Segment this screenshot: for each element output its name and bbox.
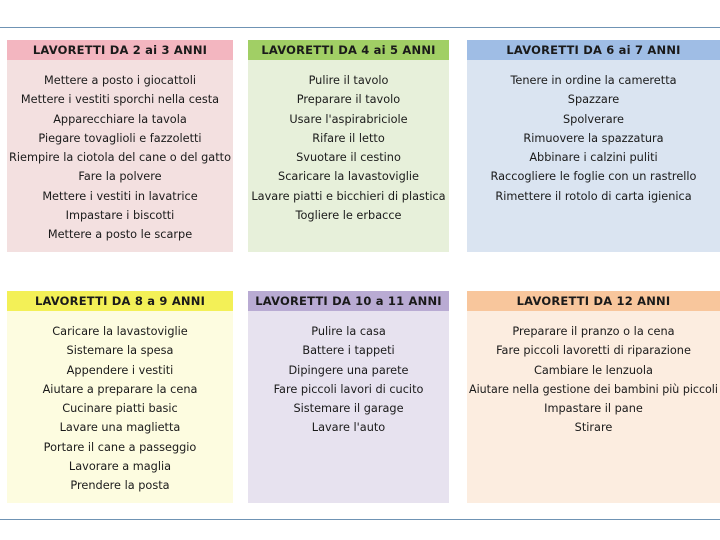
task-list [467, 311, 720, 438]
task-item: Impastare il pane [544, 402, 643, 416]
task-item: Spazzare [567, 93, 620, 107]
task-item: Lavare piatti e bicchieri di plastica [251, 189, 446, 203]
panel-age-6-7 [467, 40, 720, 252]
task-item: Rimuovere la spazzatura [523, 131, 664, 145]
task-item: Cambiare le lenzuola [534, 363, 653, 377]
panel-title: LAVORETTI DA 2 ai 3 ANNI [7, 40, 233, 60]
task-item: Spolverare [563, 112, 624, 126]
panel-title: LAVORETTI DA 10 a 11 ANNI [248, 291, 449, 311]
task-item: Battere i tappeti [302, 344, 395, 358]
task-item: Sistemare la spesa [66, 344, 174, 358]
panel-age-10-11 [248, 291, 449, 503]
panel-age-2-3 [7, 40, 233, 252]
task-item: Tenere in ordine la cameretta [510, 74, 677, 87]
task-item: Lavare l'auto [311, 421, 386, 435]
task-item: Preparare il pranzo o la cena [512, 325, 675, 338]
task-item: Scaricare la lavastoviglie [278, 170, 419, 184]
panel-age-8-9 [7, 291, 233, 503]
task-item: Mettere i vestiti sporchi nella cesta [20, 93, 220, 107]
task-item: Appendere i vestiti [66, 363, 174, 377]
task-item: Apparecchiare la tavola [53, 112, 187, 126]
task-item: Fare piccoli lavori di cucito [273, 382, 424, 396]
task-item: Impastare i biscotti [65, 209, 175, 223]
task-item: Lavare una maglietta [59, 421, 181, 435]
panel-age-12 [467, 291, 720, 503]
panel-title: LAVORETTI DA 8 a 9 ANNI [7, 291, 233, 311]
task-item: Fare piccoli lavoretti di riparazione [496, 344, 691, 358]
task-item: Dipingere una parete [288, 363, 409, 377]
task-item: Piegare tovaglioli e fazzoletti [38, 131, 202, 145]
task-item: Portare il cane a passeggio [43, 440, 197, 454]
task-item: Fare la polvere [78, 170, 162, 184]
task-item: Pulire la casa [311, 325, 386, 338]
panel-title: LAVORETTI DA 4 ai 5 ANNI [248, 40, 449, 60]
task-item: Togliere le erbacce [295, 209, 402, 223]
task-item: Lavorare a maglia [68, 460, 172, 474]
panel-title: LAVORETTI DA 12 ANNI [467, 291, 720, 311]
task-item: Sistemare il garage [293, 402, 404, 416]
task-item: Riempire la ciotola del cane o del gatto [9, 151, 231, 165]
task-item: Preparare il tavolo [296, 93, 401, 107]
task-item: Abbinare i calzini puliti [529, 151, 658, 165]
task-item: Caricare la lavastoviglie [52, 325, 188, 338]
top-divider [0, 27, 720, 28]
task-item: Prendere la posta [70, 479, 170, 493]
task-item: Aiutare nella gestione dei bambini più piccoli [469, 382, 718, 396]
task-list [7, 60, 233, 245]
task-item: Stirare [574, 421, 613, 435]
panel-title: LAVORETTI DA 6 ai 7 ANNI [467, 40, 720, 60]
task-item: Svuotare il cestino [296, 151, 401, 165]
task-list [248, 60, 449, 225]
task-list [467, 60, 720, 206]
task-item: Aiutare a preparare la cena [42, 382, 198, 396]
task-item: Pulire il tavolo [308, 74, 389, 87]
task-item: Rimettere il rotolo di carta igienica [495, 189, 692, 203]
task-item: Mettere a posto i giocattoli [44, 74, 196, 87]
task-item: Usare l'aspirabriciole [289, 112, 408, 126]
task-list [248, 311, 449, 438]
task-item: Cucinare piatti basic [62, 402, 178, 416]
panel-age-4-5 [248, 40, 449, 252]
task-item: Raccogliere le foglie con un rastrello [490, 170, 697, 184]
task-item: Mettere a posto le scarpe [47, 228, 193, 242]
bottom-divider [0, 519, 720, 520]
task-list [7, 311, 233, 496]
task-item: Mettere i vestiti in lavatrice [42, 189, 198, 203]
task-item: Rifare il letto [312, 131, 385, 145]
